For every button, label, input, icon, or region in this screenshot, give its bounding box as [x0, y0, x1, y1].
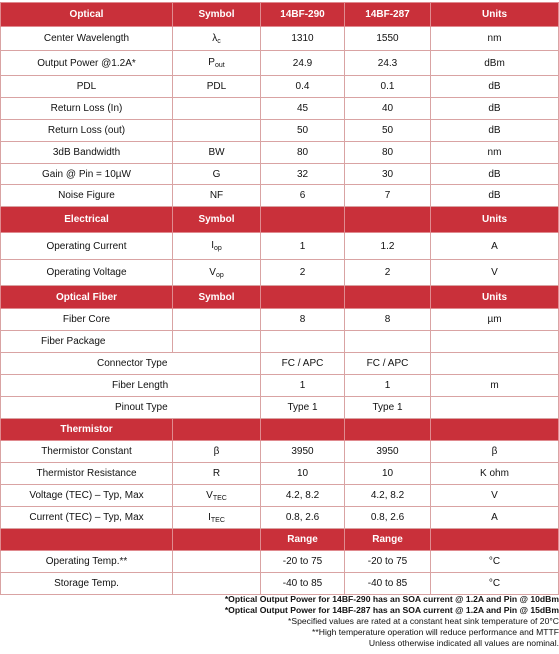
value-cell: 50	[345, 120, 431, 142]
header-cell	[345, 286, 431, 309]
value-cell: 30	[345, 164, 431, 185]
header-cell	[345, 207, 431, 233]
param-cell: Current (TEC) – Typ, Max	[1, 507, 173, 529]
unit-cell: V	[431, 485, 559, 507]
symbol-cell: $\lambda_c$	[173, 27, 261, 51]
footnote: *Optical Output Power for 14BF-287 has an SOA current @ 1.2A and Pin @ 15dBm	[224, 605, 559, 615]
param-cell: Thermistor Constant	[1, 441, 173, 463]
header-cell: Units	[431, 3, 559, 27]
value-cell: 7	[345, 185, 431, 207]
symbol-cell	[173, 573, 261, 595]
table-row	[1, 485, 559, 507]
param-cell: Fiber Package	[1, 331, 173, 353]
symbol-cell: BW	[173, 142, 261, 164]
value-cell: 32	[261, 164, 345, 185]
header-cell: 14BF-290	[261, 3, 345, 27]
param-cell: Pinout Type	[1, 397, 261, 419]
footnotes	[0, 594, 559, 649]
unit-cell: dB	[431, 164, 559, 185]
footnote: Unless otherwise indicated all values are nominal.	[368, 638, 559, 648]
table-row	[1, 260, 559, 286]
value-cell: 8	[345, 309, 431, 331]
value-cell: 1	[261, 375, 345, 397]
header-cell	[173, 419, 261, 441]
header-cell	[345, 419, 431, 441]
table-row	[1, 51, 559, 76]
table-row	[1, 309, 559, 331]
header-cell	[261, 286, 345, 309]
unit-cell: dBm	[431, 51, 559, 76]
value-cell: Type 1	[345, 397, 431, 419]
param-cell: Fiber Core	[1, 309, 173, 331]
header-cell	[261, 207, 345, 233]
value-cell: 10	[261, 463, 345, 485]
table-row	[1, 331, 559, 353]
header-cell: Symbol	[173, 286, 261, 309]
param-cell: Fiber Length	[1, 375, 261, 397]
header-cell: 14BF-287	[345, 3, 431, 27]
symbol-cell: R	[173, 463, 261, 485]
param-cell: Operating Current	[1, 233, 173, 260]
unit-cell: °C	[431, 573, 559, 595]
value-cell: -20 to 75	[345, 551, 431, 573]
value-cell: 10	[345, 463, 431, 485]
symbol-cell	[173, 309, 261, 331]
table-row	[1, 375, 559, 397]
value-cell: 0.4	[261, 76, 345, 98]
param-cell: PDL	[1, 76, 173, 98]
header-cell: Optical Fiber	[1, 286, 173, 309]
unit-cell: dB	[431, 120, 559, 142]
param-cell: Operating Temp.**	[1, 551, 173, 573]
header-cell: Electrical	[1, 207, 173, 233]
header-cell: Units	[431, 207, 559, 233]
unit-cell	[431, 397, 559, 419]
value-cell: 45	[261, 98, 345, 120]
header-cell: Optical	[1, 3, 173, 27]
electrical-header-row	[1, 207, 559, 233]
unit-cell: K ohm	[431, 463, 559, 485]
value-cell: 2	[261, 260, 345, 286]
symbol-cell: $I_{TEC}$	[173, 507, 261, 529]
value-cell: 4.2, 8.2	[345, 485, 431, 507]
unit-cell: dB	[431, 98, 559, 120]
header-cell: Units	[431, 286, 559, 309]
param-cell: Return Loss (out)	[1, 120, 173, 142]
unit-cell: °C	[431, 551, 559, 573]
table-row	[1, 441, 559, 463]
param-cell: Center Wavelength	[1, 27, 173, 51]
param-cell: Operating Voltage	[1, 260, 173, 286]
table-row	[1, 353, 559, 375]
header-cell: Thermistor	[1, 419, 173, 441]
value-cell: 80	[345, 142, 431, 164]
value-cell: 0.1	[345, 76, 431, 98]
param-cell: Output Power @1.2A*	[1, 51, 173, 76]
table-row	[1, 551, 559, 573]
param-cell: Gain @ Pin = 10µW	[1, 164, 173, 185]
header-cell: Symbol	[173, 207, 261, 233]
value-cell: 1.2	[345, 233, 431, 260]
value-cell	[345, 331, 431, 353]
footnote: *Specified values are rated at a constant heat sink temperature of 20°C	[288, 616, 559, 626]
symbol-cell	[173, 120, 261, 142]
header-cell	[173, 529, 261, 551]
unit-cell: dB	[431, 76, 559, 98]
header-cell	[261, 419, 345, 441]
value-cell: Type 1	[261, 397, 345, 419]
unit-cell: A	[431, 233, 559, 260]
table-row	[1, 98, 559, 120]
table-row	[1, 463, 559, 485]
value-cell: 6	[261, 185, 345, 207]
table-row	[1, 397, 559, 419]
header-cell	[431, 529, 559, 551]
symbol-cell: PDL	[173, 76, 261, 98]
spec-table	[0, 2, 559, 595]
table-row	[1, 142, 559, 164]
value-cell: 50	[261, 120, 345, 142]
unit-cell: µm	[431, 309, 559, 331]
value-cell: 2	[345, 260, 431, 286]
unit-cell: dB	[431, 185, 559, 207]
unit-cell: nm	[431, 142, 559, 164]
symbol-cell: $P_{out}$	[173, 51, 261, 76]
unit-cell: β	[431, 441, 559, 463]
table-row	[1, 185, 559, 207]
fiber-header-row	[1, 286, 559, 309]
header-cell	[1, 529, 173, 551]
param-cell: 3dB Bandwidth	[1, 142, 173, 164]
thermistor-header-row	[1, 419, 559, 441]
value-cell: 3950	[261, 441, 345, 463]
header-cell: Range	[261, 529, 345, 551]
value-cell: FC / APC	[261, 353, 345, 375]
value-cell: 1	[261, 233, 345, 260]
symbol-cell	[173, 331, 261, 353]
unit-cell: V	[431, 260, 559, 286]
symbol-cell	[173, 98, 261, 120]
value-cell: FC / APC	[345, 353, 431, 375]
table-row	[1, 507, 559, 529]
param-cell: Storage Temp.	[1, 573, 173, 595]
unit-cell: A	[431, 507, 559, 529]
value-cell: -20 to 75	[261, 551, 345, 573]
unit-cell	[431, 353, 559, 375]
table-row	[1, 27, 559, 51]
symbol-cell: NF	[173, 185, 261, 207]
unit-cell: m	[431, 375, 559, 397]
table-row	[1, 573, 559, 595]
optical-header-row	[1, 3, 559, 27]
value-cell: 1310	[261, 27, 345, 51]
table-row	[1, 233, 559, 260]
symbol-cell: $V_{op}$	[173, 260, 261, 286]
table-row	[1, 164, 559, 185]
value-cell: -40 to 85	[345, 573, 431, 595]
symbol-cell: G	[173, 164, 261, 185]
table-row	[1, 120, 559, 142]
unit-cell	[431, 331, 559, 353]
header-cell: Symbol	[173, 3, 261, 27]
header-cell	[431, 419, 559, 441]
param-cell: Return Loss (In)	[1, 98, 173, 120]
symbol-cell: $V_{TEC}$	[173, 485, 261, 507]
unit-cell: nm	[431, 27, 559, 51]
header-cell: Range	[345, 529, 431, 551]
param-cell: Thermistor Resistance	[1, 463, 173, 485]
value-cell: 1	[345, 375, 431, 397]
range-header-row	[1, 529, 559, 551]
param-cell: Voltage (TEC) – Typ, Max	[1, 485, 173, 507]
value-cell: 80	[261, 142, 345, 164]
symbol-cell	[173, 551, 261, 573]
value-cell: 3950	[345, 441, 431, 463]
value-cell: 1550	[345, 27, 431, 51]
param-cell: Noise Figure	[1, 185, 173, 207]
table-row	[1, 76, 559, 98]
value-cell: 0.8, 2.6	[261, 507, 345, 529]
footnote: **High temperature operation will reduce performance and MTTF	[312, 627, 559, 637]
symbol-cell: β	[173, 441, 261, 463]
value-cell: 24.9	[261, 51, 345, 76]
value-cell: 0.8, 2.6	[345, 507, 431, 529]
value-cell: 40	[345, 98, 431, 120]
value-cell: -40 to 85	[261, 573, 345, 595]
value-cell: 4.2, 8.2	[261, 485, 345, 507]
symbol-cell: $I_{op}$	[173, 233, 261, 260]
value-cell	[261, 331, 345, 353]
param-cell: Connector Type	[1, 353, 261, 375]
value-cell: 24.3	[345, 51, 431, 76]
value-cell: 8	[261, 309, 345, 331]
footnote: *Optical Output Power for 14BF-290 has an SOA current @ 1.2A and Pin @ 10dBm	[224, 594, 559, 604]
